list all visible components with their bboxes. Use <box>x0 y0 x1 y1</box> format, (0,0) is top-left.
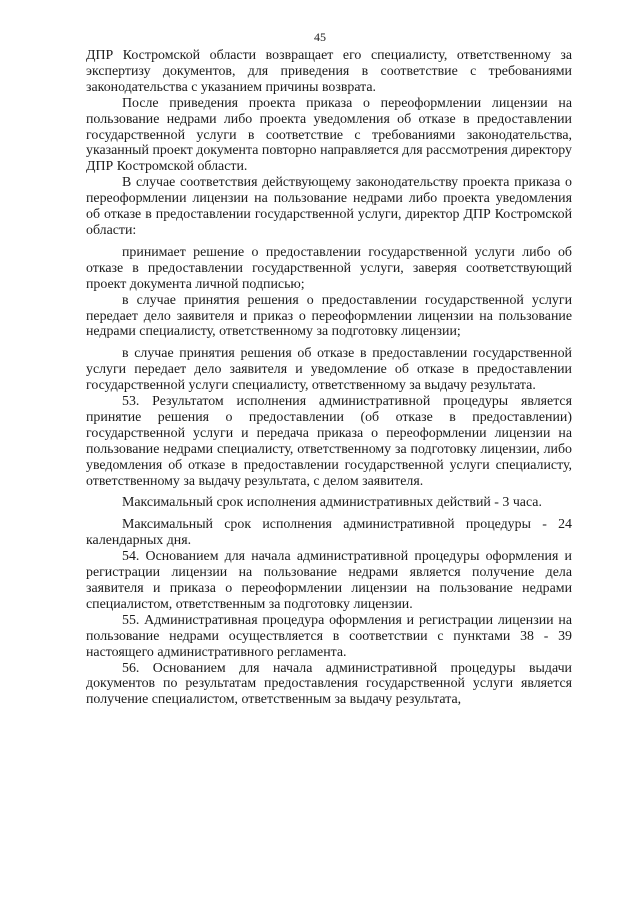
paragraph-2: После приведения проекта приказа о переоформлении лицензии на пользование недрами либо проекта уведомления об отказе в предоставлении государственной услуги в соответствие с требованиями законодательства, указанный проект документа повторно направляется для рассмотрения директору ДПР Костромской области. <box>86 95 572 175</box>
paragraph-1: ДПР Костромской области возвращает его специалисту, ответственному за экспертизу документов, для приведения в соответствие с требованиями законодательства с указанием причины возврата. <box>86 48 572 95</box>
body-text <box>86 48 572 708</box>
paragraph-10: 54. Основанием для начала административной процедуры оформления и регистрации лицензии на пользование недрами является получение дела заявителя и приказа о переоформлении лицензии на пользование недрами специалистом, ответственным за подготовку лицензии. <box>86 549 572 612</box>
paragraph-3: В случае соответствия действующему законодательству проекта приказа о переоформлении лицензии на пользование недрами либо проекта уведомления об отказе в предоставлении государственной услуги, директор ДПР Костромской области: <box>86 175 572 238</box>
paragraph-11: 55. Административная процедура оформления и регистрации лицензии на пользование недрами осуществляется в соответствии с пунктами 38 - 39 настоящего административного регламента. <box>86 612 572 660</box>
paragraph-7: 53. Результатом исполнения административной процедуры является принятие решения о предоставлении (об отказе в предоставлении) государственной услуги и передача приказа о переоформлении лицензии на пользование недрами специалисту, ответственному за подготовку лицензии, либо уведомления об отказе в предоставлении государственной услуги специалисту, ответственному за выдачу результата, с делом заявителя. <box>86 394 572 489</box>
paragraph-9: Максимальный срок исполнения административной процедуры - 24 календарных дня. <box>86 517 572 549</box>
paragraph-6: в случае принятия решения об отказе в предоставлении государственной услуги передает дело заявителя и уведомление об отказе в предоставлении государственной услуги специалисту, ответственному за выдачу результата. <box>86 346 572 394</box>
paragraph-5: в случае принятия решения о предоставлении государственной услуги передает дело заявителя и приказ о переоформлении лицензии на пользование недрами специалисту, ответственному за подготовку лицензии; <box>86 292 572 340</box>
paragraph-12: 56. Основанием для начала административной процедуры выдачи документов по результатам предоставления государственной услуги является получение специалистом, ответственным за выдачу результата, <box>86 660 572 708</box>
paragraph-4: принимает решение о предоставлении государственной услуги либо об отказе в предоставлении государственной услуги, заверяя соответствующий проект документа личной подписью; <box>86 244 572 292</box>
paragraph-8: Максимальный срок исполнения административных действий - 3 часа. <box>122 495 542 511</box>
page-number: 45 <box>314 30 326 44</box>
